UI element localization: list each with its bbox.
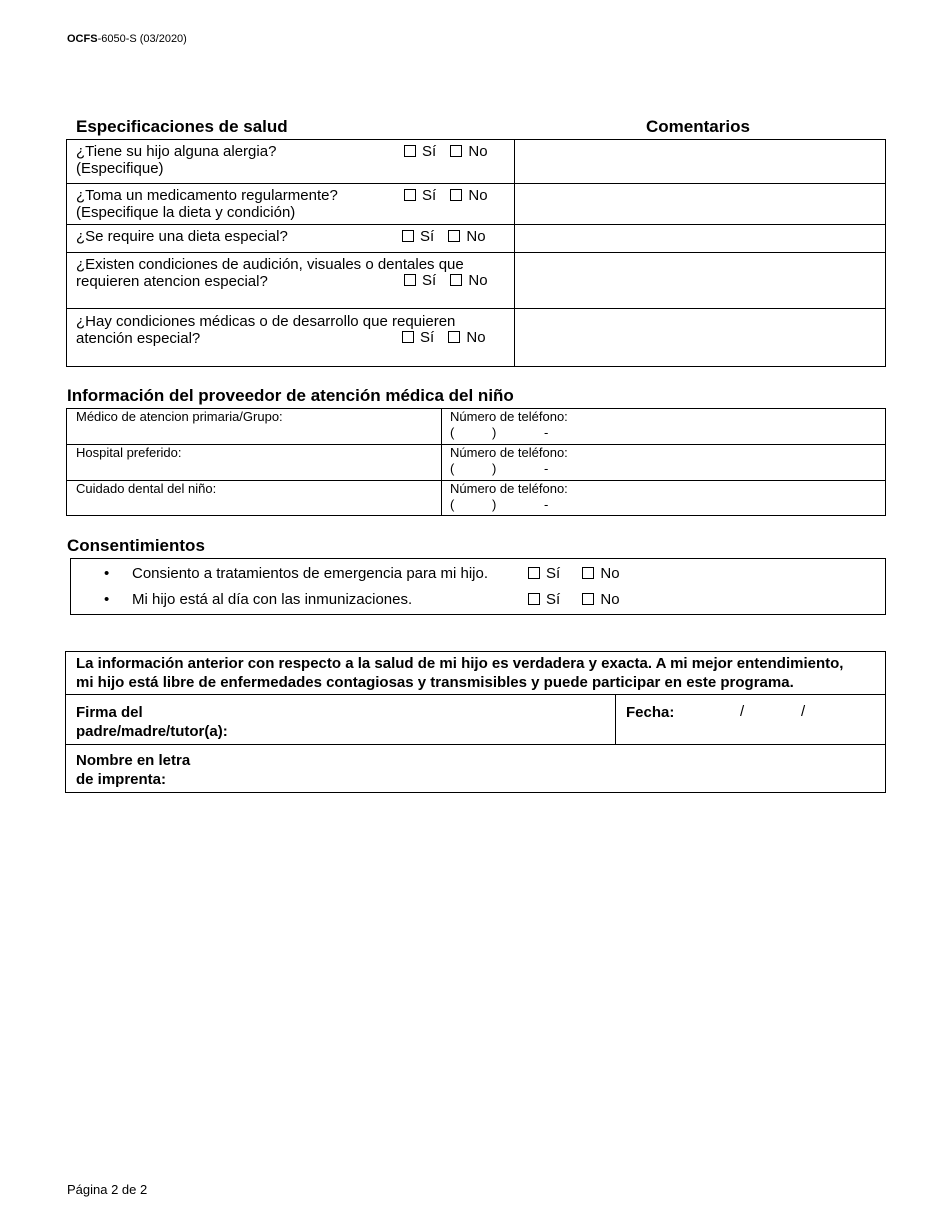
emergency-yes-checkbox[interactable] — [528, 567, 540, 579]
primary-physician-label: Médico de atencion primaria/Grupo: — [76, 409, 283, 424]
comments-title: Comentarios — [646, 117, 750, 136]
health-question-hearing-vision-dental: ¿Existen condiciones de audición, visuales o dentales que requieren atencion especial? — [76, 256, 464, 290]
date-separator: / — [740, 703, 745, 720]
print-name-field[interactable] — [240, 748, 880, 790]
diet-no-checkbox[interactable] — [448, 230, 460, 242]
allergy-options: Sí No — [404, 143, 488, 160]
date-label: Fecha: — [626, 704, 675, 721]
diet-yes-checkbox[interactable] — [402, 230, 414, 242]
dental-phone[interactable]: Número de teléfono: ( ) - — [450, 481, 568, 512]
consent-emergency-text: Consiento a tratamientos de emergencia para mi hijo. — [132, 565, 489, 582]
allergy-yes-checkbox[interactable] — [404, 145, 416, 157]
allergy-no-checkbox[interactable] — [450, 145, 462, 157]
medical-comments-field[interactable] — [516, 310, 884, 366]
consents-section-title: Consentimientos — [67, 536, 205, 555]
diet-options: Sí No — [402, 228, 486, 245]
medication-no-checkbox[interactable] — [450, 189, 462, 201]
health-question-allergy: ¿Tiene su hijo alguna alergia? (Especifique) — [76, 143, 277, 177]
medical-no-checkbox[interactable] — [448, 331, 460, 343]
signature-field[interactable] — [300, 697, 612, 741]
signature-label: Firma del padre/madre/tutor(a): — [76, 704, 228, 740]
medication-comments-field[interactable] — [516, 185, 884, 223]
hospital-label: Hospital preferido: — [76, 445, 182, 460]
health-question-diet: ¿Se require una dieta especial? — [76, 228, 288, 245]
print-name-label: Nombre en letra de imprenta: — [76, 752, 191, 788]
hearing-comments-field[interactable] — [516, 254, 884, 307]
consent-bullet: • — [104, 591, 110, 608]
medication-yes-checkbox[interactable] — [404, 189, 416, 201]
date-separator: / — [801, 703, 806, 720]
diet-comments-field[interactable] — [516, 226, 884, 251]
date-field[interactable] — [690, 698, 880, 738]
immunization-options: Sí No — [528, 591, 620, 608]
medical-options: Sí No — [402, 329, 486, 346]
consent-immunization-text: Mi hijo está al día con las inmunizaciones. — [132, 591, 413, 608]
health-question-medication: ¿Toma un medicamento regularmente? (Especifique la dieta y condición) — [76, 187, 338, 221]
hearing-no-checkbox[interactable] — [450, 274, 462, 286]
medical-yes-checkbox[interactable] — [402, 331, 414, 343]
hospital-phone[interactable]: Número de teléfono: ( ) - — [450, 445, 568, 476]
attestation-statement: La información anterior con respecto a la salud de mi hijo es verdadera y exacta. A mi mejor entendimiento, mi hijo está libre de enfermedades contagiosas y transmisibles y puede participar en este programa. — [76, 655, 844, 691]
page-number: Página 2 de 2 — [67, 1182, 148, 1197]
emergency-no-checkbox[interactable] — [582, 567, 594, 579]
providers-section-title: Información del proveedor de atención médica del niño — [67, 386, 514, 405]
hearing-options: Sí No — [404, 272, 488, 289]
consent-bullet: • — [104, 565, 110, 582]
medication-options: Sí No — [404, 187, 488, 204]
immunization-yes-checkbox[interactable] — [528, 593, 540, 605]
dental-label: Cuidado dental del niño: — [76, 481, 217, 496]
immunization-no-checkbox[interactable] — [582, 593, 594, 605]
health-question-medical-developmental: ¿Hay condiciones médicas o de desarrollo que requieren atención especial? — [76, 313, 456, 347]
emergency-options: Sí No — [528, 565, 620, 582]
allergy-comments-field[interactable] — [516, 141, 884, 182]
primary-physician-phone[interactable]: Número de teléfono: ( ) - — [450, 409, 568, 440]
health-section-title: Especificaciones de salud — [76, 117, 288, 136]
form-code: OCFS-6050-S (03/2020) — [67, 33, 187, 45]
hearing-yes-checkbox[interactable] — [404, 274, 416, 286]
